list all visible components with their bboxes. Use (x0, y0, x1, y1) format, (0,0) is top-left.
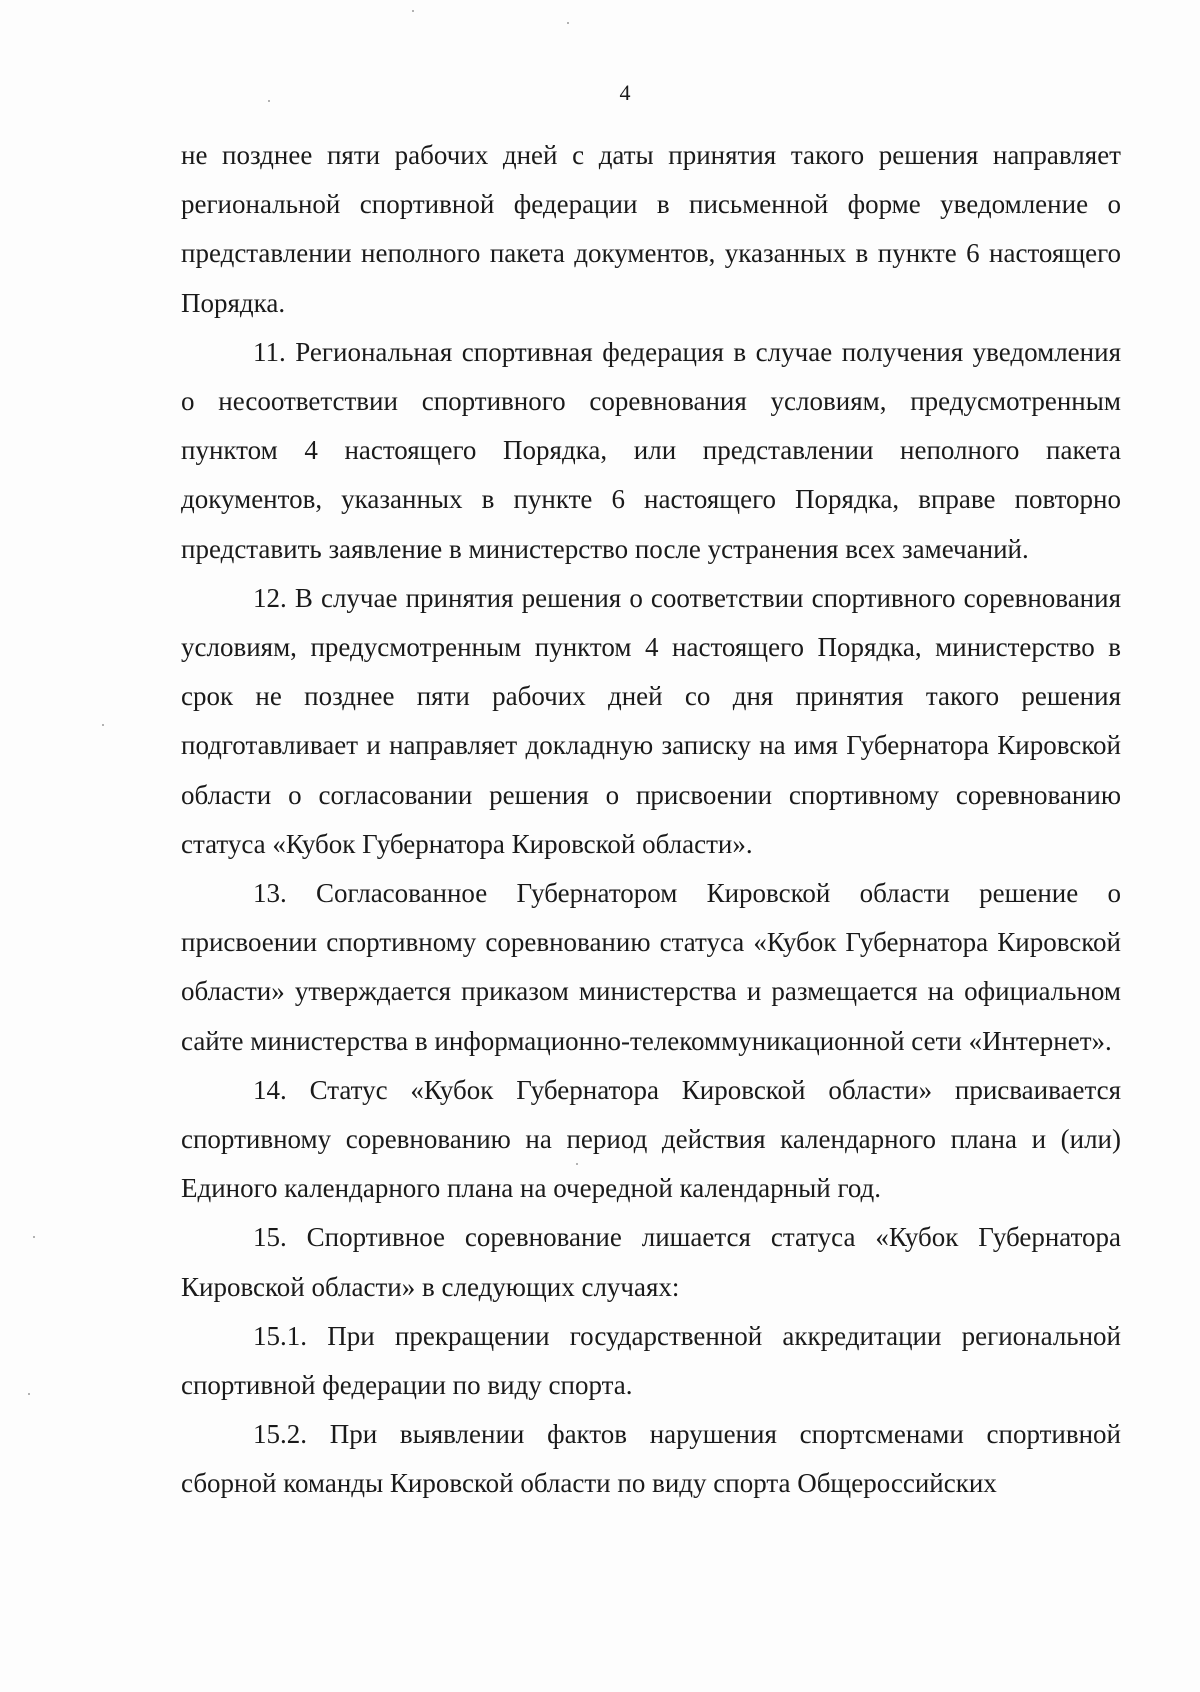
paragraph-12: 12. В случае принятия решения о соответствии спортивного соревнования условиям, предусмотренным пунктом 4 настоящего Порядка, министерство в срок не позднее пяти рабочих дней со дня принятия такого решения подготавливает и направляет докладную записку на имя Губернатора Кировской области о согласовании решения о присвоении спортивному соревнованию статуса «Кубок Губернатора Кировской области». (181, 582, 1121, 859)
paragraph-15-2: 15.2. При выявлении фактов нарушения спортсменами спортивной сборной команды Кировской области по виду спорта Общероссийских (181, 1419, 1121, 1499)
scan-speck (412, 10, 414, 12)
document-body (181, 131, 1121, 1509)
scan-speck (28, 1393, 30, 1395)
scan-speck (102, 724, 104, 726)
scan-speck (567, 22, 569, 24)
paragraph-10-continuation: не позднее пяти рабочих дней с даты принятия такого решения направляет региональной спортивной федерации в письменной форме уведомление о представлении неполного пакета документов, указанных в пункте 6 настоящего Порядка. (181, 140, 1121, 318)
paragraph-14: 14. Статус «Кубок Губернатора Кировской области» присваивается спортивному соревнованию на период действия календарного плана и (или) Единого календарного плана на очередной календарный год. (181, 1074, 1121, 1204)
paragraph-15: 15. Спортивное соревнование лишается статуса «Кубок Губернатора Кировской области» в следующих случаях: (181, 1222, 1121, 1302)
paragraph-15-1: 15.1. При прекращении государственной аккредитации региональной спортивной федерации по виду спорта. (181, 1320, 1121, 1401)
page-number: 4 (619, 80, 631, 105)
scan-speck (33, 1236, 35, 1238)
paragraph-11: 11. Региональная спортивная федерация в случае получения уведомления о несоответствии спортивного соревнования условиям, предусмотренным пунктом 4 настоящего Порядка, или представлении неполного пакета документов, указанных в пункте 6 настоящего Порядка, вправе повторно представить заявление в министерство после устранения всех замечаний. (181, 336, 1121, 564)
paragraph-13: 13. Согласованное Губернатором Кировской области решение о присвоении спортивному соревнованию статуса «Кубок Губернатора Кировской области» утверждается приказом министерства и размещается на официальном сайте министерства в информационно-телекоммуникационной сети «Интернет». (181, 878, 1121, 1056)
